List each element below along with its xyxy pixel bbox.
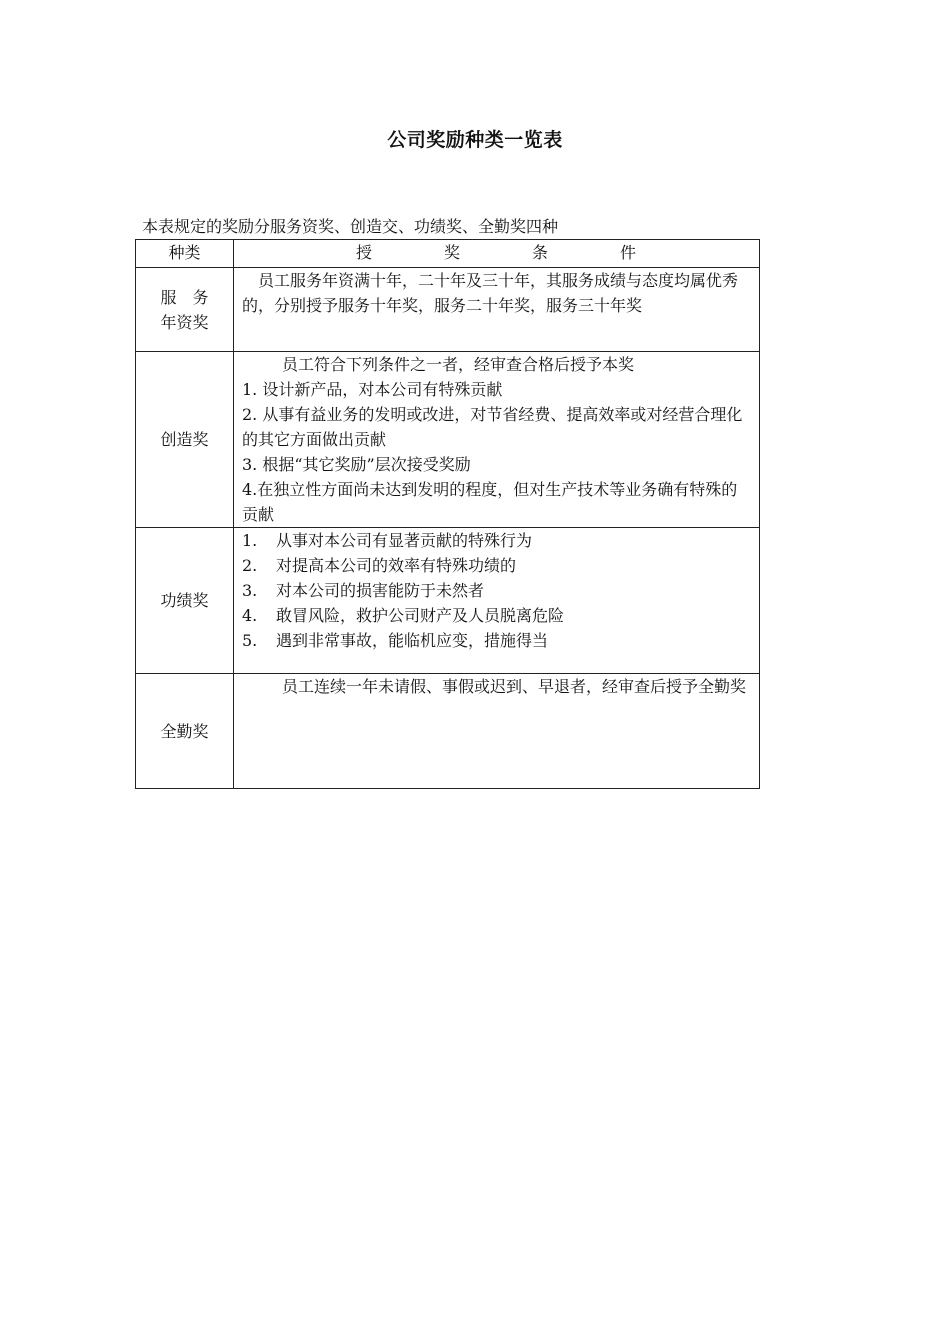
kind-label-line: 服 务 (160, 287, 209, 307)
item-text: 遇到非常事故，能临机应变，措施得当 (276, 631, 549, 650)
condition-cell (234, 528, 760, 674)
item-number: 2. (242, 556, 258, 575)
condition-text: 员工服务年资满十年，二十年及三十年，其服务成绩与态度均属优秀的，分别授予服务十年奖，服务二十年奖，服务三十年奖 (242, 271, 739, 315)
condition-cell (234, 268, 760, 352)
table-header-row (136, 240, 760, 268)
table-row (136, 268, 760, 352)
kind-label-line: 年资奖 (160, 312, 209, 332)
page-title: 公司奖励种类一览表 (387, 129, 563, 151)
kind-cell: 创造奖 (136, 352, 234, 528)
table-row (136, 674, 760, 789)
intro-text: 本表规定的奖励分服务资奖、创造交、功绩奖、全勤奖四种 (142, 217, 559, 236)
table-row (136, 528, 760, 674)
item-number: 1. (242, 531, 258, 550)
item-number: 3. (242, 581, 258, 600)
kind-cell: 功绩奖 (136, 528, 234, 674)
header-char: 奖 (444, 243, 461, 262)
item-text: 从事对本公司有显著贡献的特殊行为 (276, 531, 533, 550)
condition-item: 4.在独立性方面尚未达到发明的程度，但对生产技术等业务确有特殊的贡献 (242, 480, 738, 524)
condition-item: 1. 设计新产品，对本公司有特殊贡献 (242, 380, 503, 399)
table-row (136, 352, 760, 528)
condition-cell (234, 674, 760, 789)
header-condition (234, 240, 760, 268)
condition-item (242, 603, 753, 628)
header-kind: 种类 (136, 240, 234, 268)
kind-cell (136, 268, 234, 352)
condition-item: 2. 从事有益业务的发明或改进，对节省经费、提高效率或对经营合理化的其它方面做出贡献 (242, 405, 743, 449)
header-char: 件 (620, 243, 637, 262)
item-number: 5. (242, 631, 258, 650)
condition-item (242, 528, 753, 553)
awards-table (135, 239, 760, 789)
item-number: 4. (242, 606, 258, 625)
header-char: 授 (356, 243, 373, 262)
condition-cell (234, 352, 760, 528)
item-text: 对提高本公司的效率有特殊功绩的 (276, 556, 517, 575)
condition-item (242, 628, 753, 653)
kind-cell: 全勤奖 (136, 674, 234, 789)
header-char: 条 (532, 243, 549, 262)
item-text: 敢冒风险，救护公司财产及人员脱离危险 (276, 606, 565, 625)
item-text: 对本公司的损害能防于未然者 (276, 581, 485, 600)
condition-intro: 员工符合下列条件之一者，经审查合格后授予本奖 (282, 355, 635, 374)
condition-item: 3. 根据“其它奖励”层次接受奖励 (242, 455, 471, 474)
condition-item (242, 578, 753, 603)
condition-item (242, 553, 753, 578)
condition-text: 员工连续一年未请假、事假或迟到、早退者，经审查后授予全勤奖 (282, 677, 747, 696)
